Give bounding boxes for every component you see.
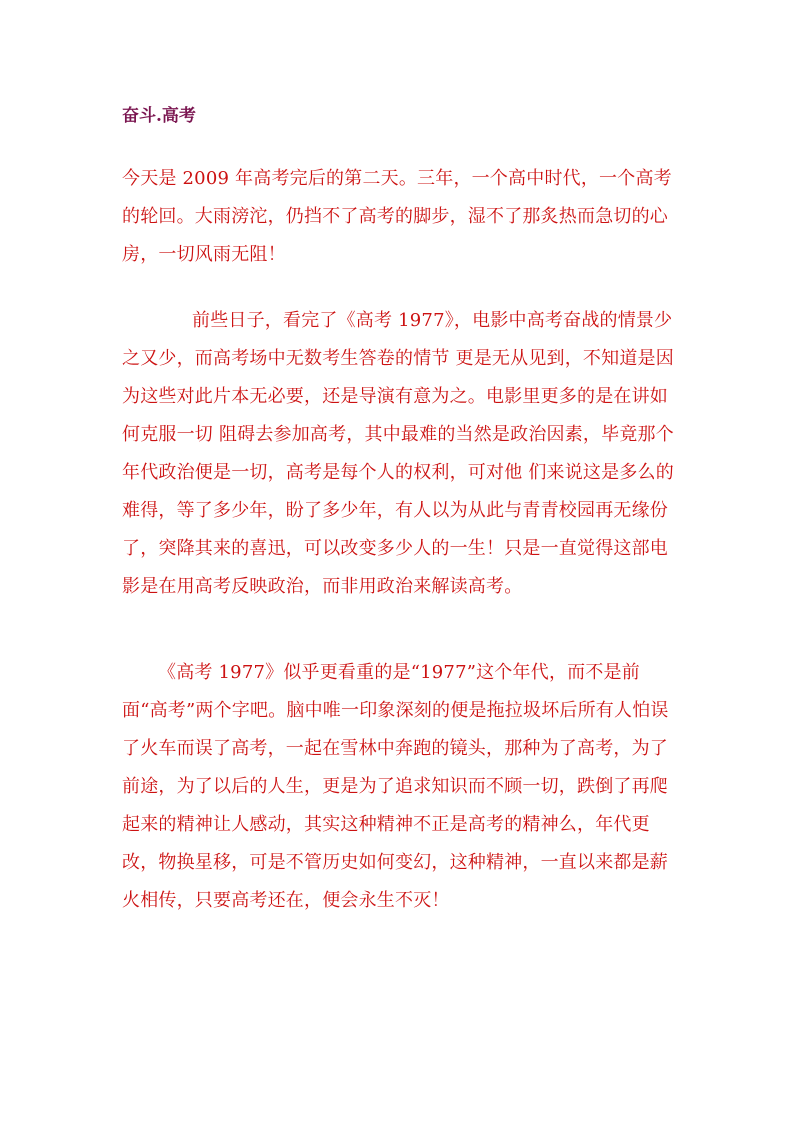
paragraph-2: 前些日子，看完了《高考 1977》，电影中高考奋战的情景少之又少，而高考场中无数考生答卷的情节 更是无从见到，不知道是因为这些对此片本无必要，还是导演有意为之。电影里更多的是在讲如何克服一切 阻碍去参加高考，其中最难的当然是政治因素，毕竟那个年代政治便是一切，高考是每个人的权利，可对他 们来说这是多么的难得，等了多少年，盼了多少年，有人以为从此与青青校园再无缘份了，突降其来的喜迅，可以改变多少人的一生！只是一直觉得这部电影是在用高考反映政治，而非用政治来解读高考。: [122, 310, 674, 597]
document-title: 奋斗.高考: [122, 106, 196, 126]
paragraph-1: 今天是 2009 年高考完后的第二天。三年，一个高中时代，一个高考的轮回。大雨滂沱，仍挡不了高考的脚步，湿不了那炙热而急切的心房，一切风雨无阻！: [122, 168, 672, 265]
paragraph-3: 《高考 1977》似乎更看重的是“1977”这个年代，而不是前面“高考”两个字吧。脑中唯一印象深刻的便是拖拉圾坏后所有人怕误了火车而误了高考，一起在雪林中奔跑的镜头，那种为了高考，为了前途，为了以后的人生，更是为了追求知识而不顾一切，跌倒了再爬起来的精神让人感动，其实这种精神不正是高考的精神么，年代更改，物换星移，可是不管历史如何变幻，这种精神，一直以来都是薪火相传，只要高考还在，便会永生不灭！: [122, 662, 669, 911]
